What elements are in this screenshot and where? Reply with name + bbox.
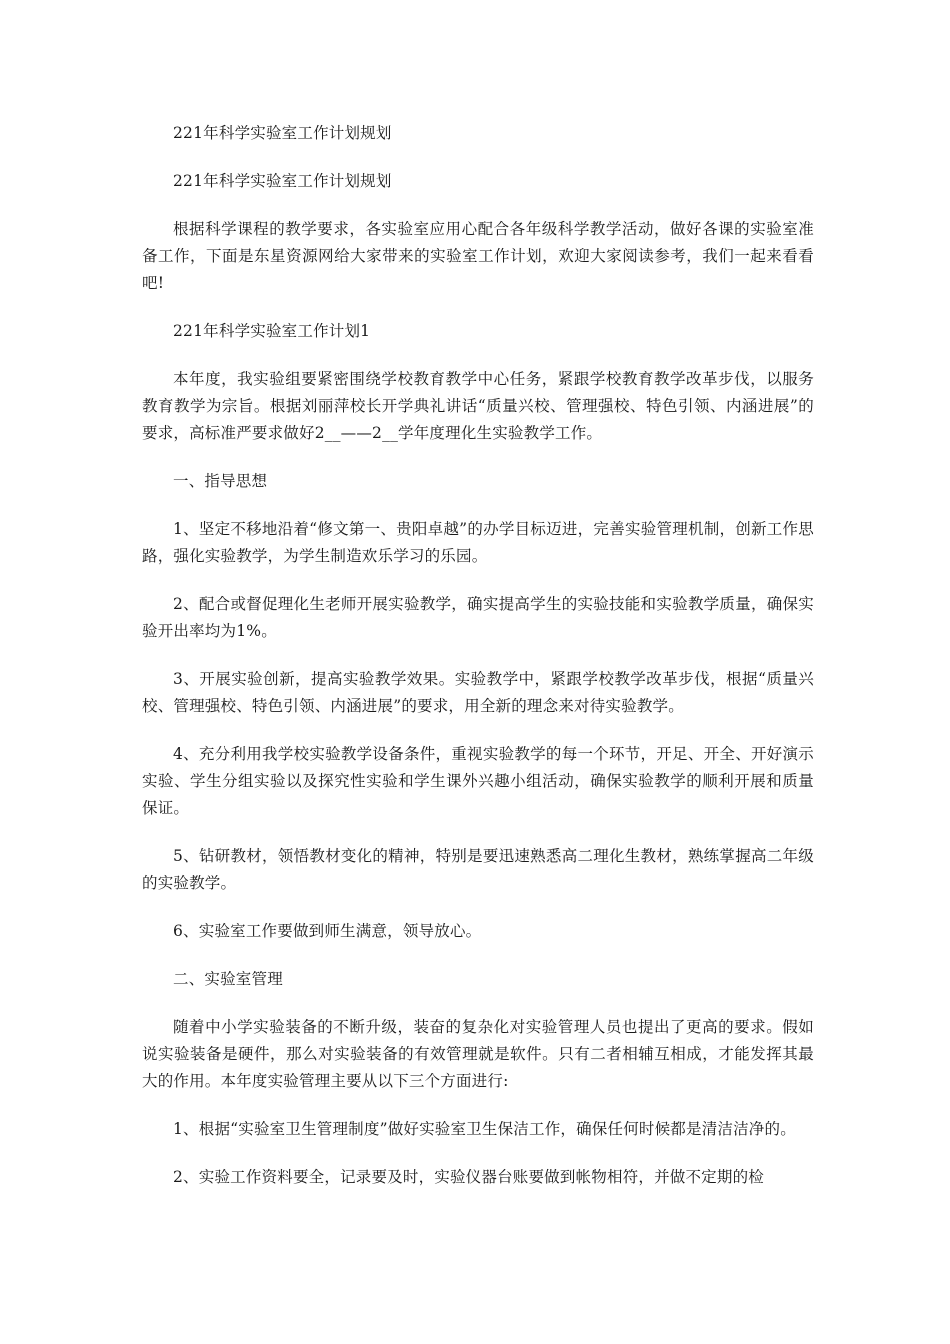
body-paragraph: 本年度，我实验组要紧密围绕学校教育教学中心任务，紧跟学校教育教学改革步伐，以服务教育教学为宗旨。根据刘丽萍校长开学典礼讲话“质量兴校、管理强校、特色引领、内涵进展”的要求，高标准严要求做好2__——2__学年度理化生实验教学工作。: [142, 370, 814, 442]
section-heading-plan-1: 221年科学实验室工作计划1: [173, 322, 371, 340]
document-subtitle: 221年科学实验室工作计划规划: [173, 172, 392, 190]
body-paragraph-management: 随着中小学实验装备的不断升级，装奋的复杂化对实验管理人员也提出了更高的要求。假如说实验装备是硬件，那么对实验装备的有效管理就是软件。只有二者相辅互相成，才能发挥其最大的作用。本年度实验管理主要从以下三个方面进行:: [142, 1018, 814, 1090]
list-item-4: 4、充分利用我学校实验教学设备条件，重视实验教学的每一个环节，开足、开全、开好演示实验、学生分组实验以及探究性实验和学生课外兴趣小组活动，确保实验教学的顺利开展和质量保证。: [142, 745, 814, 817]
list-item-3: 3、开展实验创新，提高实验教学效果。实验教学中，紧跟学校教学改革步伐，根据“质量兴校、管理强校、特色引领、内涵进展”的要求，用全新的理念来对待实验教学。: [142, 670, 814, 715]
document-title: 221年科学实验室工作计划规划: [173, 124, 392, 142]
list-item-5: 5、钻研教材，领悟教材变化的精神，特别是要迅速熟悉高二理化生教材，熟练掌握高二年级的实验教学。: [142, 847, 814, 892]
list-item-6: 6、实验室工作要做到师生满意，领导放心。: [173, 922, 482, 940]
section-heading-guiding-thought: 一、指导思想: [173, 472, 268, 490]
list-item-2: 2、配合或督促理化生老师开展实验教学，确实提高学生的实验技能和实验教学质量，确保实验开出率均为1%。: [142, 595, 814, 640]
document-page: [142, 120, 814, 1212]
intro-paragraph: 根据科学课程的教学要求，各实验室应用心配合各年级科学教学活动，做好各课的实验室准备工作，下面是东星资源网给大家带来的实验室工作计划，欢迎大家阅读参考，我们一起来看看吧!: [142, 220, 814, 292]
management-item-1: 1、根据“实验室卫生管理制度”做好实验室卫生保洁工作，确保任何时候都是清洁洁净的。: [173, 1120, 796, 1138]
list-item-1: 1、坚定不移地沿着“修文第一、贵阳卓越”的办学目标迈进，完善实验管理机制，创新工作思路，强化实验教学，为学生制造欢乐学习的乐园。: [142, 520, 814, 565]
section-heading-lab-management: 二、实验室管理: [173, 970, 283, 988]
management-item-2: 2、实验工作资料要全，记录要及时，实验仪器台账要做到帐物相符，并做不定期的检: [173, 1168, 764, 1186]
